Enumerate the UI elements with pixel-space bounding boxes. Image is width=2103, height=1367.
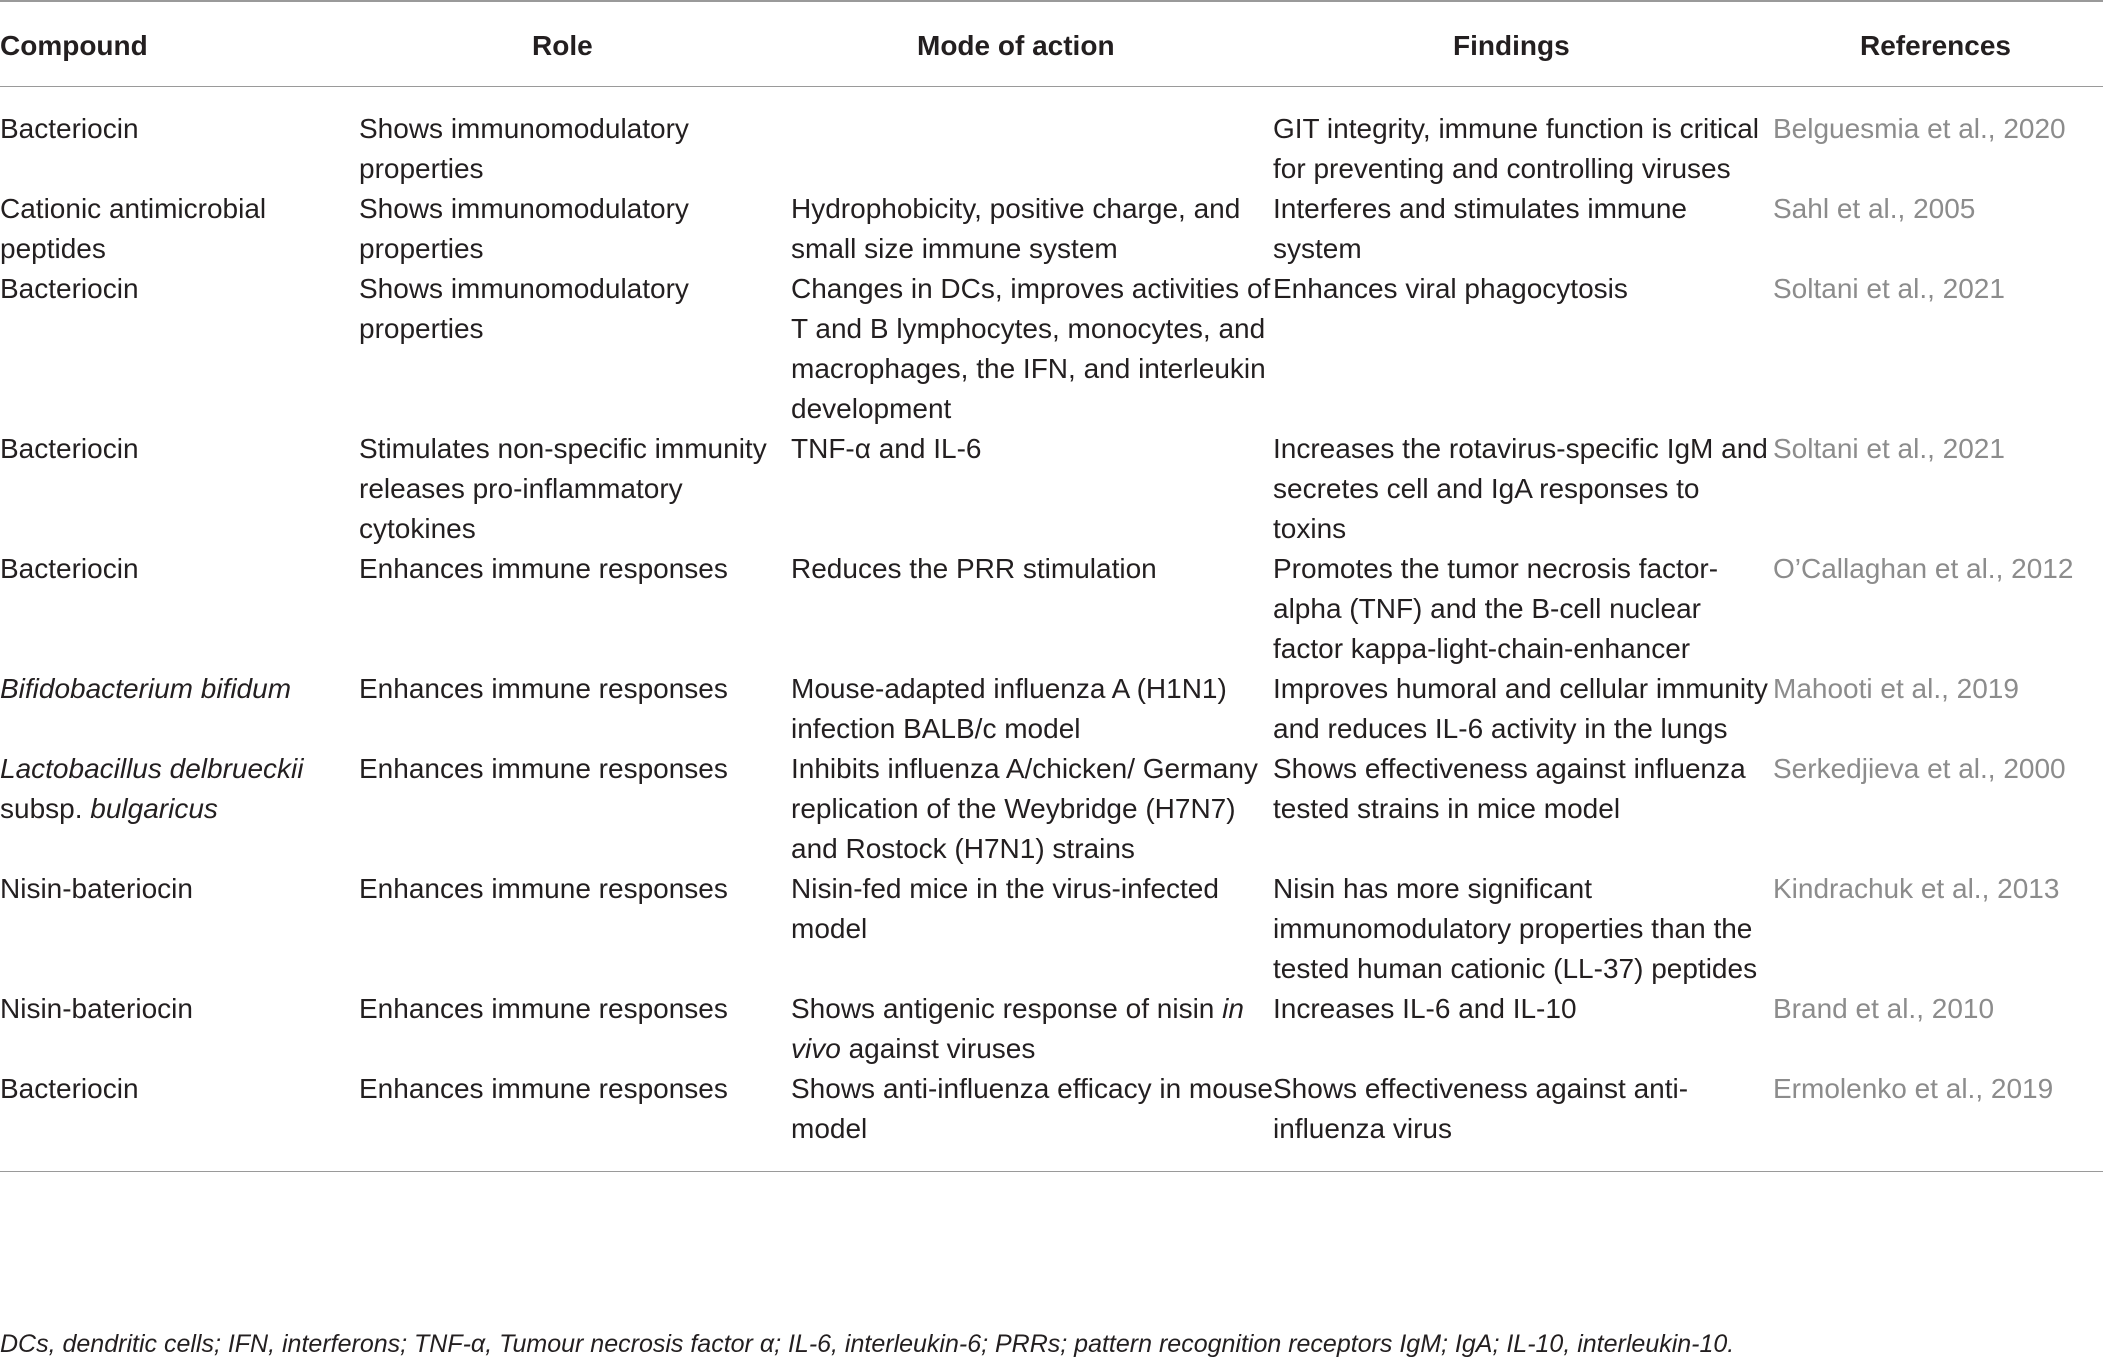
cell-role: Shows immunomodulatory properties	[359, 273, 689, 344]
table-row	[0, 1069, 2103, 1171]
table-row	[0, 989, 2103, 1069]
cell-mode: Inhibits influenza A/chicken/ Germany replication of the Weybridge (H7N7) and Rostock (H7N1) strains	[791, 753, 1258, 864]
table-row	[0, 87, 2103, 189]
column-header-references: References	[1860, 30, 2011, 61]
cell-reference[interactable]: Ermolenko et al., 2019	[1773, 1073, 2054, 1104]
table-row	[0, 749, 2103, 869]
cell-compound	[0, 749, 359, 869]
cell-role: Enhances immune responses	[359, 873, 728, 904]
cell-mode: TNF-α and IL-6	[791, 433, 982, 464]
cell-reference[interactable]: Soltani et al., 2021	[1773, 273, 2005, 304]
cell-reference[interactable]: Soltani et al., 2021	[1773, 433, 2005, 464]
cell-compound: Bacteriocin	[0, 113, 139, 144]
cell-role: Enhances immune responses	[359, 553, 728, 584]
column-header-role: Role	[532, 30, 593, 61]
cell-mode	[791, 87, 1273, 189]
cell-reference[interactable]: Kindrachuk et al., 2013	[1773, 873, 2060, 904]
cell-compound	[0, 669, 359, 749]
cell-findings: Increases IL-6 and IL-10	[1273, 993, 1577, 1024]
cell-role: Shows immunomodulatory properties	[359, 113, 689, 184]
compound-plain: subsp.	[0, 793, 83, 824]
table-row	[0, 869, 2103, 989]
cell-role: Shows immunomodulatory properties	[359, 193, 689, 264]
cell-role: Enhances immune responses	[359, 673, 728, 704]
cell-mode: Mouse-adapted influenza A (H1N1) infection BALB/c model	[791, 673, 1227, 744]
column-header-mode: Mode of action	[917, 30, 1115, 61]
cell-role: Stimulates non-specific immunity releases pro-inflammatory cytokines	[359, 433, 767, 544]
cell-findings: Enhances viral phagocytosis	[1273, 273, 1628, 304]
table-bottom-rule	[0, 1171, 2103, 1172]
column-header-compound: Compound	[0, 30, 148, 61]
cell-role: Enhances immune responses	[359, 993, 728, 1024]
table-row	[0, 189, 2103, 269]
cell-mode: Nisin-fed mice in the virus-infected model	[791, 873, 1219, 944]
table-footnote: DCs, dendritic cells; IFN, interferons; TNF-α, Tumour necrosis factor α; IL-6, interleukin-6; PRRs; pattern recognition receptors IgM; IgA; IL-10, interleukin-10.	[0, 1330, 1735, 1358]
cell-compound: Bacteriocin	[0, 553, 139, 584]
column-header-findings: Findings	[1453, 30, 1570, 61]
cell-reference[interactable]: Sahl et al., 2005	[1773, 193, 1976, 224]
cell-findings: Promotes the tumor necrosis factor-alpha (TNF) and the B-cell nuclear factor kappa-light-chain-enhancer	[1273, 553, 1719, 664]
compound-italic: bulgaricus	[90, 793, 218, 824]
data-table	[0, 2, 2103, 86]
cell-findings: Nisin has more significant immunomodulatory properties than the tested human cationic (LL-37) peptides	[1273, 873, 1758, 984]
cell-compound: Bacteriocin	[0, 1073, 139, 1104]
cell-findings: Interferes and stimulates immune system	[1273, 193, 1687, 264]
cell-mode: Hydrophobicity, positive charge, and small size immune system	[791, 193, 1241, 264]
table-row	[0, 549, 2103, 669]
cell-findings: Shows effectiveness against anti-influenza virus	[1273, 1073, 1689, 1144]
cell-mode: Reduces the PRR stimulation	[791, 553, 1157, 584]
cell-reference[interactable]: Brand et al., 2010	[1773, 993, 1995, 1024]
cell-findings: GIT integrity, immune function is critical for preventing and controlling viruses	[1273, 113, 1760, 184]
cell-role: Enhances immune responses	[359, 1073, 728, 1104]
mode-text: against viruses	[848, 1033, 1036, 1064]
mode-italic: in vivo	[791, 993, 1244, 1064]
cell-reference[interactable]: Mahooti et al., 2019	[1773, 673, 2019, 704]
cell-mode	[791, 989, 1273, 1069]
cell-findings: Shows effectiveness against influenza tested strains in mice model	[1273, 753, 1746, 824]
cell-reference[interactable]: O’Callaghan et al., 2012	[1773, 553, 2074, 584]
table-row	[0, 429, 2103, 549]
mode-text: Shows antigenic response of nisin	[791, 993, 1215, 1024]
cell-mode: Shows anti-influenza efficacy in mouse model	[791, 1073, 1273, 1144]
cell-role: Enhances immune responses	[359, 753, 728, 784]
compound-italic: Lactobacillus delbrueckii	[0, 753, 304, 784]
cell-reference[interactable]: Belguesmia et al., 2020	[1773, 113, 2066, 144]
cell-findings: Improves humoral and cellular immunity and reduces IL-6 activity in the lungs	[1273, 673, 1768, 744]
table-header-row	[0, 2, 2103, 86]
cell-compound: Cationic antimicrobial peptides	[0, 193, 267, 264]
compound-italic: Bifidobacterium bifidum	[0, 673, 292, 704]
cell-compound: Nisin-bateriocin	[0, 873, 193, 904]
cell-findings: Increases the rotavirus-specific IgM and secretes cell and IgA responses to toxins	[1273, 433, 1768, 544]
table-row	[0, 269, 2103, 429]
cell-mode: Changes in DCs, improves activities of T and B lymphocytes, monocytes, and macrophages, the IFN, and interleukin development	[791, 273, 1271, 424]
cell-reference[interactable]: Serkedjieva et al., 2000	[1773, 753, 2066, 784]
table-row	[0, 669, 2103, 749]
cell-compound: Bacteriocin	[0, 273, 139, 304]
cell-compound: Bacteriocin	[0, 433, 139, 464]
cell-compound: Nisin-bateriocin	[0, 993, 193, 1024]
data-table-body	[0, 87, 2103, 1171]
